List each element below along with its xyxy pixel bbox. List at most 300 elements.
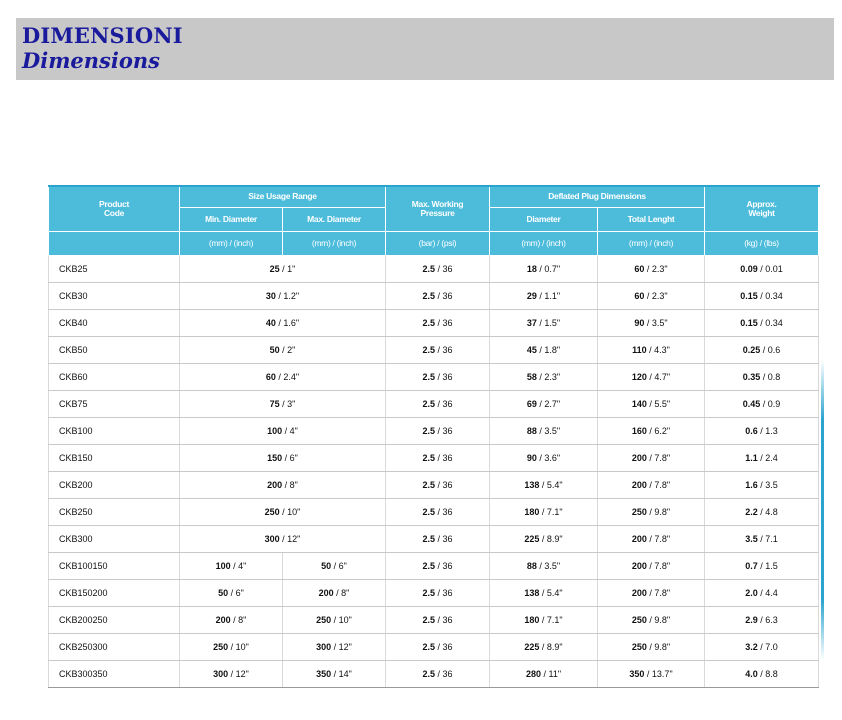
pressure-bar: 2.5 — [422, 534, 436, 544]
product-code: CKB60 — [49, 364, 180, 391]
pressure — [386, 553, 490, 580]
total-length-mm: 160 — [631, 426, 647, 436]
header-units-blank — [49, 232, 180, 256]
weight — [705, 607, 819, 634]
total-length — [598, 445, 705, 472]
total-length — [598, 661, 705, 688]
total-length-inch: / 5.5" — [646, 399, 671, 409]
plug-diameter — [490, 418, 598, 445]
weight-lbs: / 7.0 — [757, 642, 778, 652]
plug-diameter-mm: 180 — [524, 507, 540, 517]
product-code: CKB25 — [49, 256, 180, 283]
total-length-inch: / 7.8" — [646, 453, 671, 463]
pressure-bar: 2.5 — [422, 291, 436, 301]
total-length-inch: / 6.2" — [646, 426, 671, 436]
pressure — [386, 364, 490, 391]
header-min-diameter: Min. Diameter — [180, 208, 283, 232]
header-total-length: Total Lenght — [598, 208, 705, 232]
pressure-bar: 2.5 — [422, 507, 436, 517]
size-range-mm: 50 — [269, 345, 280, 355]
table-row — [49, 472, 819, 499]
pressure — [386, 499, 490, 526]
weight-lbs: / 0.8 — [760, 372, 781, 382]
weight-kg: 1.6 — [745, 480, 758, 490]
weight — [705, 391, 819, 418]
header-product-code-line2: Code — [103, 207, 125, 218]
weight-lbs: / 0.6 — [760, 345, 781, 355]
size-range-mm: 60 — [265, 372, 276, 382]
pressure-bar: 2.5 — [422, 480, 436, 490]
total-length-inch: / 7.8" — [646, 480, 671, 490]
plug-diameter-inch: / 5.4" — [539, 480, 563, 490]
units-diameter: (mm) / (inch) — [490, 232, 598, 256]
weight — [705, 526, 819, 553]
plug-diameter-mm: 280 — [525, 669, 541, 679]
pressure — [386, 283, 490, 310]
plug-diameter-inch: / 2.7" — [536, 399, 561, 409]
product-code: CKB200 — [49, 472, 180, 499]
size-range-mm: 30 — [265, 291, 276, 301]
plug-diameter-inch: / 1.8" — [536, 345, 561, 355]
min-diameter — [180, 634, 283, 661]
product-code: CKB75 — [49, 391, 180, 418]
weight — [705, 499, 819, 526]
pressure-psi: / 36 — [435, 291, 453, 301]
pressure — [386, 310, 490, 337]
weight-lbs: / 0.34 — [757, 318, 783, 328]
plug-diameter — [490, 256, 598, 283]
weight — [705, 661, 819, 688]
weight — [705, 553, 819, 580]
size-range-inch: / 2.4" — [275, 372, 300, 382]
table-row — [49, 661, 819, 688]
min-diameter-mm: 200 — [215, 615, 231, 625]
weight — [705, 310, 819, 337]
product-code: CKB300350 — [49, 661, 180, 688]
total-length-mm: 200 — [631, 588, 647, 598]
size-range-mm: 300 — [264, 534, 280, 544]
size-range-inch: / 8" — [282, 480, 298, 490]
pressure-bar: 2.5 — [422, 615, 436, 625]
plug-diameter-mm: 138 — [524, 588, 540, 598]
total-length — [598, 337, 705, 364]
plug-diameter-mm: 29 — [526, 291, 537, 301]
pressure-psi: / 36 — [435, 507, 453, 517]
product-code: CKB300 — [49, 526, 180, 553]
total-length-inch: / 7.8" — [646, 561, 671, 571]
header-approx-weight-line1: Approx. — [746, 198, 777, 209]
weight-kg: 0.45 — [742, 399, 761, 409]
weight-lbs: / 0.9 — [760, 399, 781, 409]
size-range-mm: 200 — [267, 480, 283, 490]
total-length-inch: / 2.3" — [644, 264, 668, 274]
section-title-italian: DIMENSIONI — [22, 23, 183, 48]
product-code: CKB40 — [49, 310, 180, 337]
units-pressure: (bar) / (psi) — [386, 232, 490, 256]
total-length — [598, 634, 705, 661]
table-body — [49, 256, 819, 688]
table-row — [49, 607, 819, 634]
total-length-mm: 200 — [631, 561, 647, 571]
total-length — [598, 391, 705, 418]
total-length-inch: / 13.7" — [644, 669, 673, 679]
weight-lbs: / 6.3 — [757, 615, 778, 625]
total-length-mm: 140 — [631, 399, 647, 409]
plug-diameter-mm: 180 — [524, 615, 540, 625]
total-length-inch: / 9.8" — [646, 642, 671, 652]
header-deflated-plug-dimensions: Deflated Plug Dimensions — [490, 186, 705, 208]
weight-kg: 0.35 — [742, 372, 761, 382]
table-top-rule — [48, 185, 820, 187]
min-diameter — [180, 661, 283, 688]
pressure — [386, 661, 490, 688]
weight-lbs: / 3.5 — [757, 480, 778, 490]
total-length-inch: / 4.7" — [646, 372, 671, 382]
plug-diameter — [490, 661, 598, 688]
size-range — [180, 391, 386, 418]
total-length — [598, 499, 705, 526]
pressure — [386, 634, 490, 661]
min-diameter-inch: / 10" — [228, 642, 249, 652]
table-row — [49, 526, 819, 553]
pressure-psi: / 36 — [435, 561, 453, 571]
plug-diameter — [490, 580, 598, 607]
weight-kg: 0.15 — [740, 318, 758, 328]
pressure — [386, 607, 490, 634]
weight-lbs: / 0.34 — [757, 291, 783, 301]
min-diameter — [180, 553, 283, 580]
size-range-inch: / 1.2" — [275, 291, 300, 301]
table-row — [49, 634, 819, 661]
min-diameter-inch: / 6" — [228, 588, 244, 598]
size-range — [180, 337, 386, 364]
weight-kg: 4.0 — [745, 669, 758, 679]
size-range-mm: 40 — [265, 318, 276, 328]
plug-diameter-inch: / 3.5" — [536, 426, 561, 436]
weight — [705, 580, 819, 607]
total-length — [598, 526, 705, 553]
total-length-mm: 250 — [631, 507, 647, 517]
total-length — [598, 580, 705, 607]
size-range-inch: / 3" — [279, 399, 296, 409]
plug-diameter-inch: / 11" — [541, 669, 562, 679]
pressure — [386, 418, 490, 445]
product-code: CKB150 — [49, 445, 180, 472]
total-length-mm: 90 — [634, 318, 645, 328]
max-diameter-inch: / 12" — [331, 642, 352, 652]
weight-kg: 2.0 — [745, 588, 758, 598]
total-length-mm: 110 — [632, 345, 647, 355]
total-length-mm: 200 — [631, 453, 647, 463]
total-length-inch: / 3.5" — [644, 318, 668, 328]
product-code: CKB200250 — [49, 607, 180, 634]
size-range-inch: / 4" — [282, 426, 298, 436]
table-row — [49, 418, 819, 445]
min-diameter-mm: 50 — [218, 588, 229, 598]
title-band — [16, 18, 834, 80]
weight-kg: 3.5 — [745, 534, 758, 544]
max-diameter-mm: 250 — [316, 615, 332, 625]
header-diameter: Diameter — [490, 208, 598, 232]
max-diameter — [283, 661, 386, 688]
table-header — [49, 186, 819, 256]
size-range — [180, 472, 386, 499]
pressure-psi: / 36 — [435, 453, 453, 463]
max-diameter-mm: 200 — [318, 588, 334, 598]
plug-diameter-inch: / 1.1" — [536, 291, 561, 301]
weight-kg: 2.9 — [745, 615, 758, 625]
size-range-mm: 25 — [269, 264, 280, 274]
weight-lbs: / 8.8 — [757, 669, 778, 679]
total-length — [598, 256, 705, 283]
header-product-code — [49, 186, 180, 232]
pressure-bar: 2.5 — [422, 453, 436, 463]
units-max-diameter: (mm) / (inch) — [283, 232, 386, 256]
pressure-psi: / 36 — [435, 426, 453, 436]
max-diameter-inch: / 6" — [331, 561, 347, 571]
plug-diameter — [490, 607, 598, 634]
pressure-bar: 2.5 — [422, 426, 436, 436]
table-row — [49, 310, 819, 337]
plug-diameter — [490, 283, 598, 310]
min-diameter-mm: 300 — [213, 669, 229, 679]
pressure-psi: / 36 — [435, 669, 453, 679]
product-code: CKB50 — [49, 337, 180, 364]
max-diameter-mm: 50 — [321, 561, 332, 571]
pressure-psi: / 36 — [435, 480, 453, 490]
size-range — [180, 445, 386, 472]
header-approx-weight-line2: Weight — [748, 207, 775, 218]
size-range-inch: / 12" — [279, 534, 301, 544]
header-product-code-line1: Product — [98, 198, 129, 209]
max-diameter-inch: / 10" — [331, 615, 352, 625]
size-range — [180, 499, 386, 526]
max-diameter-mm: 350 — [316, 669, 332, 679]
plug-diameter — [490, 499, 598, 526]
table-row — [49, 337, 819, 364]
pressure-bar: 2.5 — [422, 642, 436, 652]
decorative-side-line — [821, 360, 824, 660]
weight-lbs: / 4.4 — [757, 588, 778, 598]
weight — [705, 283, 819, 310]
plug-diameter-mm: 58 — [526, 372, 537, 382]
plug-diameter-inch: / 5.4" — [539, 588, 563, 598]
total-length-mm: 60 — [634, 264, 645, 274]
header-max-diameter: Max. Diameter — [283, 208, 386, 232]
weight-kg: 0.15 — [740, 291, 758, 301]
plug-diameter-mm: 88 — [526, 426, 537, 436]
size-range — [180, 418, 386, 445]
pressure-psi: / 36 — [435, 318, 453, 328]
pressure-bar: 2.5 — [422, 588, 436, 598]
weight — [705, 364, 819, 391]
max-diameter — [283, 553, 386, 580]
total-length-inch: / 4.3" — [646, 345, 670, 355]
dimensions-table-container — [48, 185, 820, 688]
plug-diameter — [490, 391, 598, 418]
plug-diameter — [490, 634, 598, 661]
header-max-working-line2: Pressure — [420, 207, 455, 218]
product-code: CKB250 — [49, 499, 180, 526]
size-range-inch: / 10" — [279, 507, 301, 517]
plug-diameter — [490, 337, 598, 364]
product-code: CKB100 — [49, 418, 180, 445]
max-diameter — [283, 580, 386, 607]
plug-diameter — [490, 364, 598, 391]
total-length-mm: 200 — [631, 480, 647, 490]
pressure-bar: 2.5 — [422, 669, 436, 679]
size-range-inch: / 1.6" — [275, 318, 300, 328]
product-code: CKB250300 — [49, 634, 180, 661]
plug-diameter-mm: 18 — [526, 264, 537, 274]
plug-diameter — [490, 472, 598, 499]
units-total-length: (mm) / (inch) — [598, 232, 705, 256]
plug-diameter-inch: / 7.1" — [539, 615, 563, 625]
product-code: CKB30 — [49, 283, 180, 310]
plug-diameter-mm: 88 — [526, 561, 537, 571]
pressure-bar: 2.5 — [422, 345, 436, 355]
plug-diameter-inch: / 8.9" — [539, 534, 563, 544]
table-row — [49, 499, 819, 526]
plug-diameter-mm: 69 — [526, 399, 537, 409]
section-title-english: Dimensions — [22, 48, 160, 73]
total-length-mm: 350 — [629, 669, 645, 679]
header-max-working-pressure — [386, 186, 490, 232]
header-max-working-line1: Max. Working — [411, 198, 464, 209]
dimensions-table — [48, 185, 819, 688]
min-diameter-mm: 250 — [213, 642, 229, 652]
size-range-inch: / 1" — [279, 264, 296, 274]
table-row — [49, 445, 819, 472]
plug-diameter-inch: / 7.1" — [539, 507, 563, 517]
weight — [705, 256, 819, 283]
total-length-inch: / 7.8" — [646, 588, 671, 598]
total-length — [598, 553, 705, 580]
plug-diameter — [490, 310, 598, 337]
total-length-inch: / 9.8" — [646, 615, 671, 625]
min-diameter — [180, 607, 283, 634]
weight-lbs: / 4.8 — [757, 507, 778, 517]
pressure-bar: 2.5 — [422, 399, 436, 409]
header-approx-weight — [705, 186, 819, 232]
total-length — [598, 607, 705, 634]
min-diameter — [180, 580, 283, 607]
plug-diameter-mm: 37 — [526, 318, 537, 328]
plug-diameter — [490, 445, 598, 472]
plug-diameter-inch: / 0.7" — [536, 264, 561, 274]
pressure-bar: 2.5 — [422, 264, 436, 274]
product-code: CKB100150 — [49, 553, 180, 580]
size-range — [180, 526, 386, 553]
plug-diameter — [490, 526, 598, 553]
pressure-bar: 2.5 — [422, 372, 436, 382]
plug-diameter-inch: / 3.6" — [536, 453, 561, 463]
weight — [705, 445, 819, 472]
size-range — [180, 256, 386, 283]
total-length-mm: 200 — [631, 534, 647, 544]
table-row — [49, 283, 819, 310]
plug-diameter — [490, 553, 598, 580]
weight-lbs: / 1.5 — [757, 561, 778, 571]
weight-kg: 3.2 — [745, 642, 758, 652]
weight-lbs: / 1.3 — [757, 426, 778, 436]
pressure — [386, 580, 490, 607]
min-diameter-inch: / 12" — [228, 669, 249, 679]
plug-diameter-inch: / 3.5" — [536, 561, 561, 571]
plug-diameter-mm: 90 — [526, 453, 537, 463]
total-length-mm: 120 — [631, 372, 647, 382]
plug-diameter-inch: / 1.5" — [536, 318, 561, 328]
plug-diameter-mm: 225 — [524, 534, 540, 544]
pressure-psi: / 36 — [435, 615, 453, 625]
pressure-psi: / 36 — [435, 642, 453, 652]
size-range — [180, 283, 386, 310]
table-row — [49, 553, 819, 580]
total-length — [598, 283, 705, 310]
max-diameter-mm: 300 — [316, 642, 332, 652]
pressure-psi: / 36 — [435, 372, 453, 382]
weight — [705, 337, 819, 364]
weight-kg: 0.6 — [745, 426, 758, 436]
max-diameter-inch: / 8" — [333, 588, 350, 598]
pressure-psi: / 36 — [435, 345, 453, 355]
table-row — [49, 580, 819, 607]
min-diameter-mm: 100 — [215, 561, 231, 571]
weight-kg: 0.25 — [742, 345, 761, 355]
max-diameter — [283, 634, 386, 661]
total-length-inch: / 9.8" — [646, 507, 671, 517]
plug-diameter-mm: 138 — [524, 480, 540, 490]
weight-lbs: / 0.01 — [757, 264, 783, 274]
weight-lbs: / 7.1 — [757, 534, 778, 544]
total-length-inch: / 7.8" — [646, 534, 671, 544]
weight-kg: 1.1 — [745, 453, 758, 463]
weight — [705, 418, 819, 445]
plug-diameter-mm: 225 — [524, 642, 540, 652]
pressure — [386, 445, 490, 472]
max-diameter-inch: / 14" — [331, 669, 352, 679]
product-code: CKB150200 — [49, 580, 180, 607]
plug-diameter-inch: / 2.3" — [536, 372, 561, 382]
size-range-mm: 75 — [269, 399, 280, 409]
total-length-mm: 250 — [631, 615, 647, 625]
total-length — [598, 364, 705, 391]
size-range — [180, 364, 386, 391]
size-range — [180, 310, 386, 337]
total-length-mm: 250 — [631, 642, 647, 652]
total-length-inch: / 2.3" — [644, 291, 668, 301]
total-length — [598, 472, 705, 499]
pressure — [386, 256, 490, 283]
weight-lbs: / 2.4 — [757, 453, 778, 463]
weight-kg: 2.2 — [745, 507, 758, 517]
size-range-inch: / 2" — [279, 345, 296, 355]
weight-kg: 0.7 — [745, 561, 758, 571]
pressure-psi: / 36 — [435, 399, 453, 409]
table-row — [49, 256, 819, 283]
total-length — [598, 418, 705, 445]
pressure — [386, 337, 490, 364]
plug-diameter-inch: / 8.9" — [539, 642, 563, 652]
pressure-bar: 2.5 — [422, 318, 436, 328]
weight — [705, 634, 819, 661]
min-diameter-inch: / 4" — [230, 561, 247, 571]
max-diameter — [283, 607, 386, 634]
pressure — [386, 391, 490, 418]
total-length-mm: 60 — [634, 291, 645, 301]
pressure — [386, 472, 490, 499]
weight — [705, 472, 819, 499]
